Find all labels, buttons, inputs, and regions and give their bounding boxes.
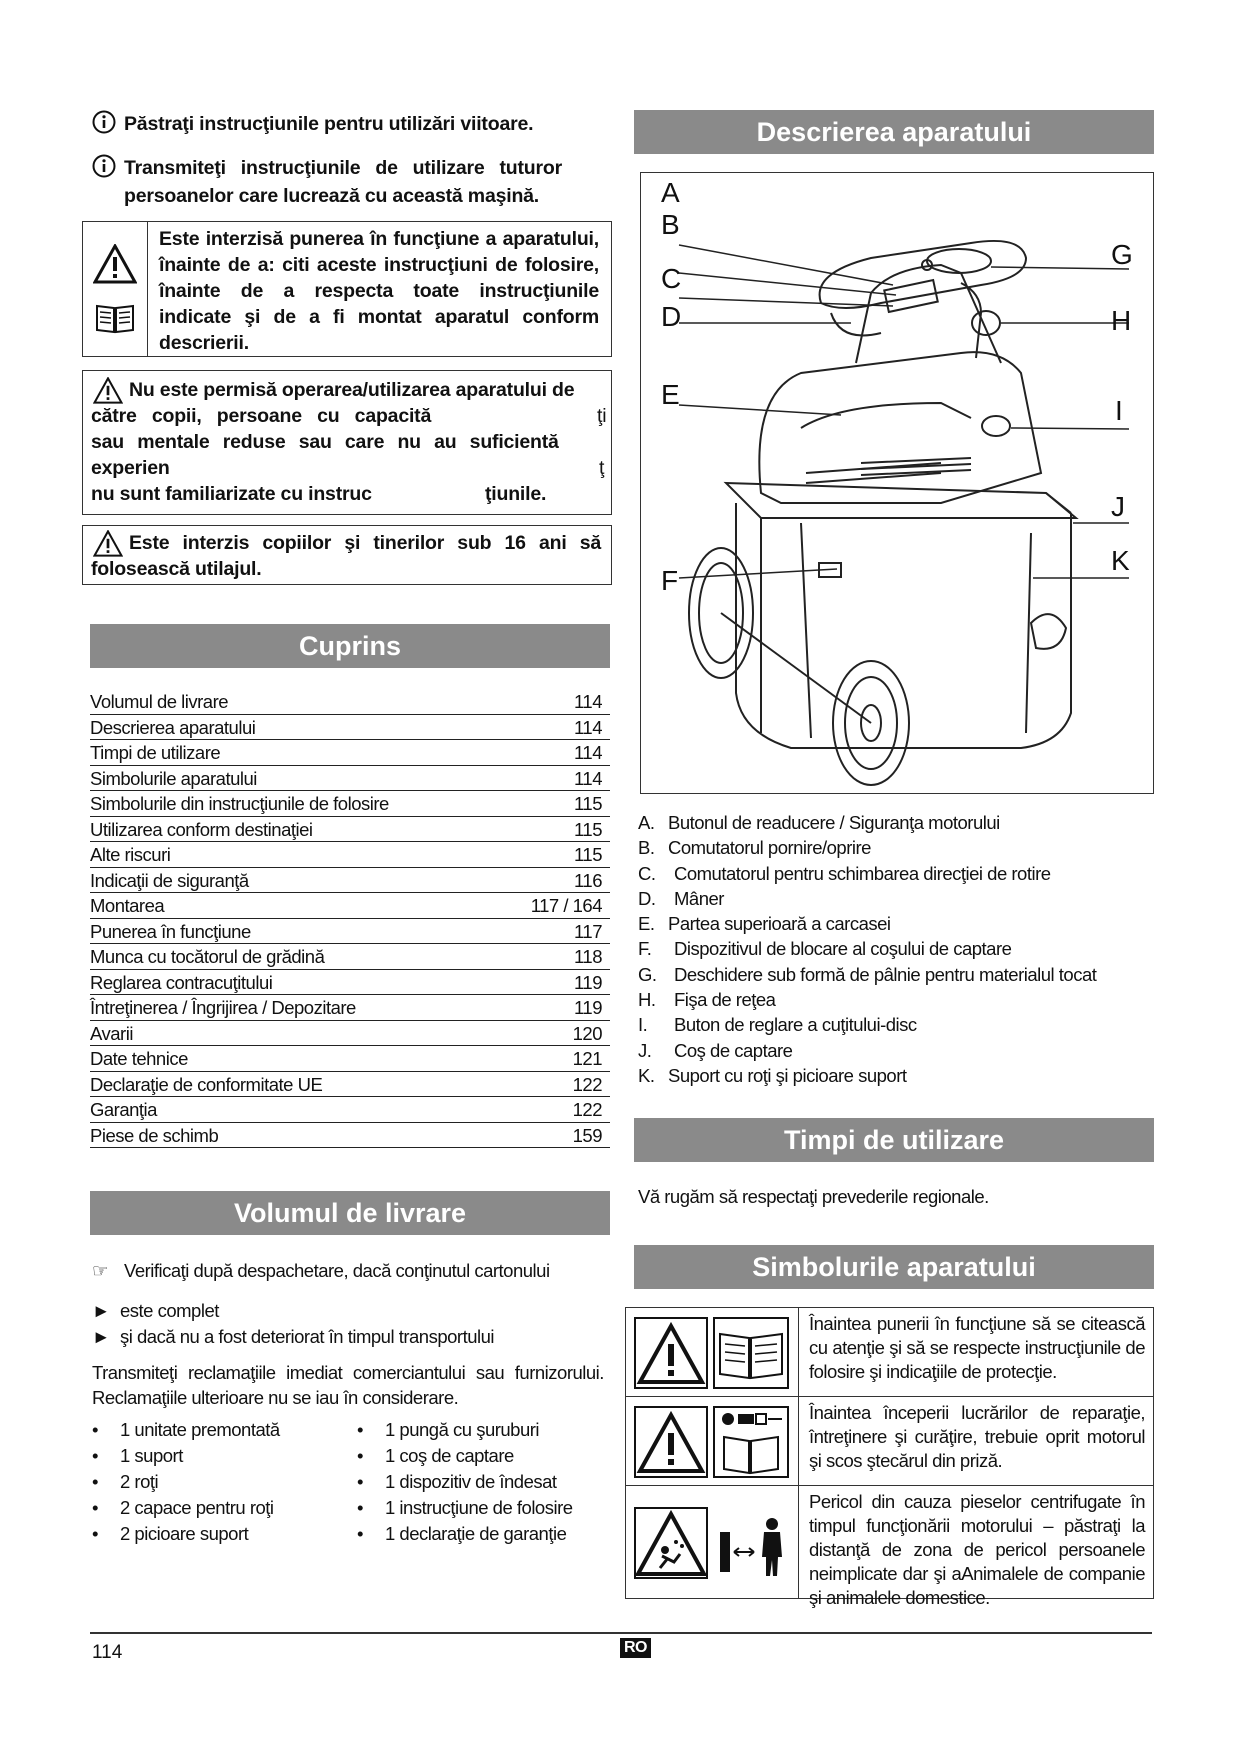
diagram-label-G: G: [1111, 239, 1133, 270]
device-legend: [638, 810, 1198, 1088]
toc-row[interactable]: Timpi de utilizare 114: [90, 740, 610, 766]
symbol-row-distance: [626, 1486, 1153, 1608]
list-item: • 1 declaraţie de garanţie: [357, 1523, 567, 1544]
toc-row[interactable]: Declaraţie de conformitate UE 122: [90, 1072, 610, 1098]
symbol-row-unplug: [626, 1397, 1153, 1486]
symbols-table: [625, 1307, 1154, 1608]
warning-box-under16: [82, 525, 612, 585]
warning-triangle-icon: [93, 377, 123, 404]
toc-row[interactable]: Reglarea contracuţitului 119: [90, 970, 610, 996]
toc-row[interactable]: Piese de schimb 159: [90, 1123, 610, 1149]
note-transmit-text: Transmiteţi instrucţiunile de utilizare tuturor persoanelor care lucrează cu această maşină.: [124, 157, 562, 207]
toc-row[interactable]: Punerea în funcţiune 117: [90, 919, 610, 945]
warning-triangle-icon: [93, 244, 137, 284]
warning-start-text: Este interzisă punerea în funcţiune a aparatului, înainte de a: citi aceste instrucţiuni de folosire, înainte de a respecta toate instrucţiunile indicate şi de a fi montat aparatul conform descrierii.: [159, 228, 599, 354]
list-item: • 1 pungă cu şuruburi: [357, 1419, 540, 1440]
table-of-contents: [90, 689, 610, 1148]
diagram-label-H: H: [1111, 305, 1132, 336]
toc-row[interactable]: Date tehnice 121: [90, 1046, 610, 1072]
symbol-text-unplug: Înaintea începerii lucrărilor de reparaţie, întreţinere şi curăţire, trebuie oprit motorul şi scos ştecărul din priză.: [809, 1402, 1145, 1471]
list-item: ► este complet: [92, 1298, 494, 1324]
section-header-simbolurile: Simbolurile aparatului: [634, 1245, 1154, 1289]
list-item: • 2 roţi: [92, 1471, 159, 1492]
warning-icon-column: [83, 222, 148, 356]
arrow-bullet-icon: ►: [92, 1326, 110, 1347]
symbol-text-distance: Pericol din cauza pieselor centrifugate în timpul funcţionării motorului – păstraţi la distanţă de zona de pericol persoanele neimplicate dar şi aAnimalele de companie şi animalele domestice.: [809, 1491, 1145, 1608]
legend-item: D. Mâner: [638, 887, 724, 909]
list-item: • 2 capace pentru roţi: [92, 1497, 274, 1518]
language-badge: RO: [620, 1638, 651, 1658]
pointing-hand-icon: ☞: [92, 1260, 109, 1281]
warning-box-start: [82, 221, 612, 357]
toc-row[interactable]: Utilizarea conform destinaţiei 115: [90, 817, 610, 843]
list-item: • 2 picioare suport: [92, 1523, 249, 1544]
warning-read-manual-icon: [632, 1312, 792, 1392]
legend-item: A. Butonul de readucere / Siguranţa motorului: [638, 812, 1000, 833]
info-note-transmit: [92, 154, 562, 210]
section-header-volumul: Volumul de livrare: [90, 1191, 610, 1235]
section-header-timpi: Timpi de utilizare: [634, 1118, 1154, 1162]
diagram-label-E: E: [661, 379, 680, 410]
warning-thrown-objects-icon: [632, 1502, 792, 1582]
info-icon: [92, 154, 116, 178]
note-keep-text: Păstraţi instrucţiunile pentru utilizări viitoare.: [124, 113, 534, 135]
list-item: • 1 unitate premontată: [92, 1419, 280, 1440]
toc-row[interactable]: Munca cu tocătorul de grădină 118: [90, 944, 610, 970]
info-note-keep: [92, 110, 612, 138]
info-icon: [92, 110, 116, 134]
footer-rule: [90, 1632, 1152, 1634]
toc-row[interactable]: Montarea 117 / 164: [90, 893, 610, 919]
timpi-text: Vă rugăm să respectaţi prevederile regionale.: [638, 1186, 989, 1207]
delivery-items-right: [357, 1417, 573, 1547]
toc-row[interactable]: Volumul de livrare 114: [90, 689, 610, 715]
toc-row[interactable]: Garanţia 122: [90, 1097, 610, 1123]
warning-children-line3: sau mentale reduse sau care nu au suficientă: [91, 431, 559, 453]
arrow-bullet-icon: ►: [92, 1300, 110, 1321]
toc-row[interactable]: Simbolurile aparatului 114: [90, 766, 610, 792]
warning-under16-text: Este interzis copiilor şi tinerilor sub 16 ani să folosească utilajul.: [91, 532, 601, 580]
toc-row[interactable]: Descrierea aparatului 114: [90, 715, 610, 741]
page-number: 114: [92, 1642, 123, 1663]
warning-children-frag2: ţ: [599, 457, 605, 479]
delivery-complaint: Transmiteţi reclamaţiile imediat comerciantului sau furnizorului. Reclamaţiile ulterioare nu se iau în considerare.: [92, 1362, 604, 1408]
section-header-cuprins: Cuprins: [90, 624, 610, 668]
warning-children-frag3: ţiunile.: [485, 483, 547, 505]
diagram-label-D: D: [661, 301, 682, 332]
diagram-label-F: F: [661, 565, 679, 596]
diagram-label-B: B: [661, 209, 680, 240]
toc-row[interactable]: Indicaţii de siguranţă 116: [90, 868, 610, 894]
legend-item: E. Partea superioară a carcasei: [638, 913, 891, 935]
legend-item: B. Comutatorul pornire/oprire: [638, 837, 871, 859]
warning-children-line4: experien: [91, 457, 170, 479]
legend-item: K. Suport cu roţi şi picioare suport: [638, 1064, 907, 1086]
list-item: • 1 instrucţiune de folosire: [357, 1497, 573, 1518]
symbol-row-read-manual: [626, 1308, 1153, 1397]
list-item: • 1 coş de captare: [357, 1445, 514, 1466]
list-item: • 1 suport: [92, 1445, 183, 1466]
legend-item: J. Coş de captare: [638, 1039, 793, 1061]
diagram-label-I: I: [1115, 395, 1123, 426]
warning-children-line2: către copii, persoane cu capacită: [91, 405, 432, 427]
toc-row[interactable]: Întreţinerea / Îngrijirea / Depozitare 119: [90, 995, 610, 1021]
delivery-items-left: [92, 1417, 280, 1547]
warning-unplug-icon: [632, 1401, 792, 1481]
delivery-check-list: [92, 1298, 494, 1350]
diagram-label-J: J: [1111, 491, 1125, 522]
warning-children-line1: Nu este permisă operarea/utilizarea aparatului de: [129, 379, 575, 401]
device-diagram: [640, 172, 1154, 794]
delivery-check: ☞ Verificaţi după despachetare, dacă conţinutul cartonului: [92, 1260, 550, 1281]
legend-item: F. Dispozitivul de blocare al coşului de captare: [638, 938, 1012, 960]
toc-row[interactable]: Simbolurile din instrucţiunile de folosire 115: [90, 791, 610, 817]
toc-row[interactable]: Avarii 120: [90, 1021, 610, 1047]
section-header-descrierea: Descrierea aparatului: [634, 110, 1154, 154]
list-item: • 1 dispozitiv de îndesat: [357, 1471, 557, 1492]
warning-box-children: [82, 370, 612, 515]
legend-item: G. Deschidere sub formă de pâlnie pentru materialul tocat: [638, 963, 1097, 985]
diagram-label-C: C: [661, 263, 682, 294]
symbol-text-read-manual: Înaintea punerii în funcţiune să se citească cu atenţie şi să se respecte instrucţiunile de folosire şi indicaţiile de protecţie.: [809, 1313, 1145, 1382]
list-item: ► şi dacă nu a fost deteriorat în timpul transportului: [92, 1324, 494, 1350]
diagram-label-K: K: [1111, 545, 1130, 576]
legend-item: H. Fişa de reţea: [638, 989, 776, 1011]
garden-shredder-illustration: [641, 173, 1153, 793]
diagram-label-A: A: [661, 177, 680, 208]
legend-item: C. Comutatorul pentru schimbarea direcţiei de rotire: [638, 862, 1051, 884]
manual-book-icon: [95, 302, 135, 334]
warning-children-frag1: ţi: [597, 405, 607, 427]
legend-item: I. Buton de reglare a cuţitului-disc: [638, 1014, 917, 1036]
toc-row[interactable]: Alte riscuri 115: [90, 842, 610, 868]
warning-children-line5: nu sunt familiarizate cu instruc: [91, 483, 372, 505]
